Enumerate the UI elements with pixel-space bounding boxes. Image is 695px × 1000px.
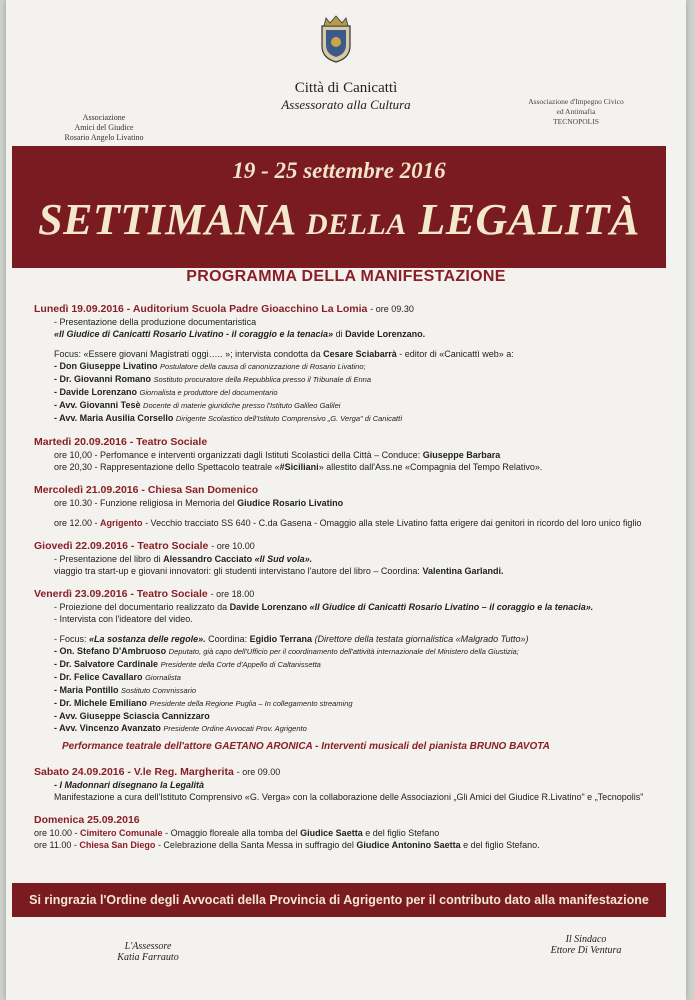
signature-name: Ettore Di Ventura bbox=[550, 945, 622, 956]
text-span: Cimitero Comunale bbox=[80, 828, 163, 838]
day-wednesday bbox=[34, 483, 664, 529]
speaker-line bbox=[34, 373, 664, 386]
text-span: «Il Giudice di Canicattì Rosario Livatino - il coraggio e la tenacia» bbox=[54, 329, 334, 339]
speaker-line bbox=[34, 386, 664, 399]
program-line bbox=[34, 827, 664, 839]
speaker-line bbox=[34, 412, 664, 425]
speaker-name: - Davide Lorenzano bbox=[54, 387, 138, 397]
day-time: - ore 09.00 bbox=[236, 767, 281, 777]
signature-role: L'Assessore bbox=[124, 941, 172, 952]
program-line: - I Madonnari disegnano la Legalità bbox=[54, 780, 205, 790]
program-line bbox=[34, 553, 664, 565]
speaker-name: - Don Giuseppe Livatino bbox=[54, 361, 158, 371]
speaker-role: Giornalista e produttore del documentario bbox=[139, 388, 278, 397]
right-association-line: ed Antimafia bbox=[556, 107, 596, 116]
speaker-line bbox=[34, 360, 664, 373]
text-span: Giudice Antonino Saetta bbox=[356, 840, 461, 850]
speaker-role: Dirigente Scolastico dell'Istituto Comprensivo „G. Verga" di Canicattì bbox=[175, 414, 403, 423]
program-line bbox=[34, 449, 664, 461]
title-part: SETTIMANA bbox=[38, 195, 295, 244]
text-span: ore 20,30 - Rappresentazione dello Spettacolo teatrale « bbox=[54, 462, 280, 472]
program-line bbox=[34, 601, 664, 613]
program-line: Manifestazione a cura dell'Istituto Comprensivo «G. Verga» con la collaborazione delle Associazioni „Gli Amici del Giudice R.Livatino" e „Tecnopolis" bbox=[54, 792, 644, 802]
speaker-role: Giornalista bbox=[145, 673, 181, 682]
text-span: Davide Lorenzano bbox=[229, 602, 308, 612]
left-association-line: Rosario Angelo Livatino bbox=[64, 133, 144, 142]
speaker-role: Sostituto procuratore della Repubblica presso il Tribunale di Enna bbox=[153, 375, 372, 384]
day-time: - ore 09.30 bbox=[370, 304, 414, 314]
title-banner bbox=[12, 146, 666, 268]
program-line bbox=[34, 839, 664, 851]
speaker-line bbox=[34, 658, 664, 671]
speaker-name: - Dr. Felice Cavallaro bbox=[54, 672, 143, 682]
speaker-name: - Maria Pontillo bbox=[54, 685, 119, 695]
speaker-role: Presidente Ordine Avvocati Prov. Agrigento bbox=[163, 724, 307, 733]
text-span: «La sostanza delle regole». bbox=[89, 634, 206, 644]
day-date: Mercoledì 21.09.2016 - bbox=[34, 484, 145, 496]
speaker-name: - Avv. Maria Ausilia Corsello bbox=[54, 413, 174, 423]
program-line bbox=[34, 348, 664, 360]
text-span: Egidio Terrana bbox=[249, 634, 313, 644]
day-header bbox=[34, 813, 664, 827]
text-span: «Il Giudice di Canicattì Rosario Livatino – il coraggio e la tenacia». bbox=[309, 602, 594, 612]
text-span: ore 12.00 - bbox=[54, 518, 98, 528]
sindaco-signature bbox=[526, 934, 646, 956]
event-dates: 19 - 25 settembre 2016 bbox=[232, 158, 446, 183]
speaker-name: - Avv. Vincenzo Avanzato bbox=[54, 723, 161, 733]
assessore-signature bbox=[88, 941, 208, 963]
program-line bbox=[34, 517, 664, 529]
speaker-role: Presidente della Corte d'Appello di Caltanissetta bbox=[160, 660, 321, 669]
day-date: Venerdì 23.09.2016 - bbox=[34, 588, 134, 600]
program-line bbox=[34, 565, 664, 577]
day-time: - ore 10.00 bbox=[211, 541, 255, 551]
program-line: - Presentazione della produzione documentaristica bbox=[54, 317, 257, 327]
day-sunday bbox=[34, 813, 664, 851]
day-venue: V.le Reg. Margherita bbox=[133, 766, 234, 778]
text-span: - Vecchio tracciato SS 640 - C.da Gasena - Omaggio alla stele Livatino fatta erigere dai genitori in ricordo del loro unico figlio bbox=[145, 518, 642, 528]
right-association-line: Associazione d'Impegno Civico bbox=[528, 97, 624, 106]
speaker-line bbox=[34, 684, 664, 697]
text-span: Giudice Saetta bbox=[300, 828, 363, 838]
title-part: DELLA bbox=[305, 208, 407, 241]
poster-sheet bbox=[6, 0, 686, 1000]
text-span: Davide Lorenzano. bbox=[345, 329, 426, 339]
day-monday bbox=[34, 302, 664, 425]
thanks-banner: Si ringrazia l'Ordine degli Avvocati della Provincia di Agrigento per il contributo dato alla manifestazione bbox=[12, 883, 666, 917]
speaker-role: Presidente della Regione Puglia – In collegamento streaming bbox=[149, 699, 353, 708]
right-association bbox=[511, 97, 641, 127]
office-name: Assessorato alla Cultura bbox=[281, 97, 411, 112]
program-line bbox=[34, 633, 664, 645]
day-date: Martedì 20.09.2016 - bbox=[34, 436, 134, 448]
day-header bbox=[34, 587, 664, 601]
program-line bbox=[34, 497, 664, 509]
left-association-line: Associazione bbox=[82, 113, 126, 122]
day-time: - ore 18.00 bbox=[210, 589, 255, 599]
text-span: e del figlio Stefano bbox=[365, 828, 440, 838]
day-date: Domenica 25.09.2016 bbox=[34, 814, 140, 826]
program-list bbox=[34, 302, 664, 861]
text-span: - Celebrazione della Santa Messa in suffragio del bbox=[157, 840, 354, 850]
program-line: - Intervista con l'ideatore del video. bbox=[54, 614, 193, 624]
speaker-line bbox=[34, 671, 664, 684]
signature-name: Katia Farrauto bbox=[117, 952, 179, 963]
program-line bbox=[34, 461, 664, 473]
day-friday bbox=[34, 587, 664, 753]
city-name: Città di Canicattì bbox=[294, 80, 398, 96]
text-span: Cesare Sciabarrà bbox=[323, 349, 397, 359]
speaker-line bbox=[34, 697, 664, 710]
speaker-line bbox=[34, 399, 664, 412]
speaker-name: - Avv. Giovanni Tesè bbox=[54, 400, 141, 410]
text-span: Giuseppe Barbara bbox=[422, 450, 501, 460]
text-span: Valentina Garlandi. bbox=[422, 566, 504, 576]
text-span: (Direttore della testata giornalistica «Malgrado Tutto») bbox=[314, 634, 529, 644]
event-title bbox=[12, 194, 666, 245]
day-tuesday bbox=[34, 435, 664, 473]
text-span: viaggio tra start-up e giovani innovatori: gli studenti intervistano l'autore del libro – Coordina: bbox=[54, 566, 420, 576]
speaker-line bbox=[34, 645, 664, 658]
text-span: - Proiezione del documentario realizzato da bbox=[54, 602, 228, 612]
day-saturday bbox=[34, 765, 664, 803]
text-span: #Siciliani bbox=[279, 462, 319, 472]
day-header bbox=[34, 483, 664, 497]
text-span: Focus: «Essere giovani Magistrati oggi….. »; intervista condotta da bbox=[54, 349, 321, 359]
day-date: Lunedì 19.09.2016 - bbox=[34, 303, 131, 315]
text-span: Chiesa San Diego bbox=[79, 840, 156, 850]
text-span: ore 11.00 - bbox=[34, 840, 77, 850]
title-part: LEGALITÀ bbox=[418, 195, 640, 244]
text-span: e del figlio Stefano. bbox=[463, 840, 540, 850]
text-span: - Presentazione del libro di bbox=[54, 554, 161, 564]
day-venue: Teatro Sociale bbox=[136, 436, 208, 448]
text-span: ore 10.00 - bbox=[34, 828, 78, 838]
signature-role: Il Sindaco bbox=[565, 934, 607, 945]
speaker-name: - Dr. Michele Emiliano bbox=[54, 698, 148, 708]
text-span: di bbox=[335, 329, 343, 339]
city-crest-icon bbox=[318, 14, 354, 64]
text-span: ore 10.30 - Funzione religiosa in Memoria del bbox=[54, 498, 235, 508]
text-span: Agrigento bbox=[100, 518, 143, 528]
day-date: Sabato 24.09.2016 - bbox=[34, 766, 131, 778]
text-span: » allestito dall'Ass.ne «Compagnia del Tempo Relativo». bbox=[318, 462, 543, 472]
day-header bbox=[34, 765, 664, 779]
speaker-name: - On. Stefano D'Ambruoso bbox=[54, 646, 167, 656]
text-span: Alessandro Cacciato bbox=[163, 554, 253, 564]
day-thursday bbox=[34, 539, 664, 577]
program-line bbox=[34, 328, 664, 340]
day-venue: Chiesa San Domenico bbox=[147, 484, 259, 496]
text-span: ore 10,00 - Perfomance e interventi organizzati dagli Istituti Scolastici della Città – Conduce: bbox=[54, 450, 421, 460]
right-association-line: TECNOPOLIS bbox=[553, 117, 599, 126]
text-span: Giudice Rosario Livatino bbox=[237, 498, 344, 508]
left-association-line: Amici del Giudice bbox=[74, 123, 134, 132]
speaker-name: - Avv. Giuseppe Sciascia Cannizzaro bbox=[54, 711, 210, 721]
text-span: «Il Sud vola». bbox=[254, 554, 313, 564]
day-header bbox=[34, 435, 664, 449]
speaker-name: - Dr. Giovanni Romano bbox=[54, 374, 152, 384]
day-header bbox=[34, 539, 664, 553]
speaker-role: Deputato, già capo dell'Ufficio per il coordinamento dell'attività internazionale del Ministero della Giustizia; bbox=[168, 647, 519, 656]
speaker-role: Sostituto Commissario bbox=[121, 686, 197, 695]
text-span: Coordina: bbox=[208, 634, 248, 644]
text-span: - editor di «Canicattì web» a: bbox=[399, 349, 514, 359]
speaker-line bbox=[34, 710, 664, 722]
day-date: Giovedì 22.09.2016 - bbox=[34, 540, 135, 552]
day-venue: Teatro Sociale bbox=[136, 588, 208, 600]
speaker-name: - Dr. Salvatore Cardinale bbox=[54, 659, 159, 669]
text-span: - Omaggio floreale alla tomba del bbox=[165, 828, 298, 838]
day-header bbox=[34, 302, 664, 316]
speaker-role: Docente di materie giuridiche presso l'Istituto Galileo Galilei bbox=[143, 401, 341, 410]
day-venue: Auditorium Scuola Padre Gioacchino La Lomia bbox=[132, 303, 368, 315]
performance-line: Performance teatrale dell'attore GAETANO ARONICA - Interventi musicali del pianista BRUNO BAVOTA bbox=[62, 741, 550, 752]
text-span: - Focus: bbox=[54, 634, 87, 644]
left-association bbox=[44, 113, 164, 143]
day-venue: Teatro Sociale bbox=[137, 540, 209, 552]
speaker-role: Postulatore della causa di canonizzazione di Rosario Livatino; bbox=[160, 362, 366, 371]
speaker-line bbox=[34, 722, 664, 735]
program-title: PROGRAMMA DELLA MANIFESTAZIONE bbox=[186, 268, 506, 285]
